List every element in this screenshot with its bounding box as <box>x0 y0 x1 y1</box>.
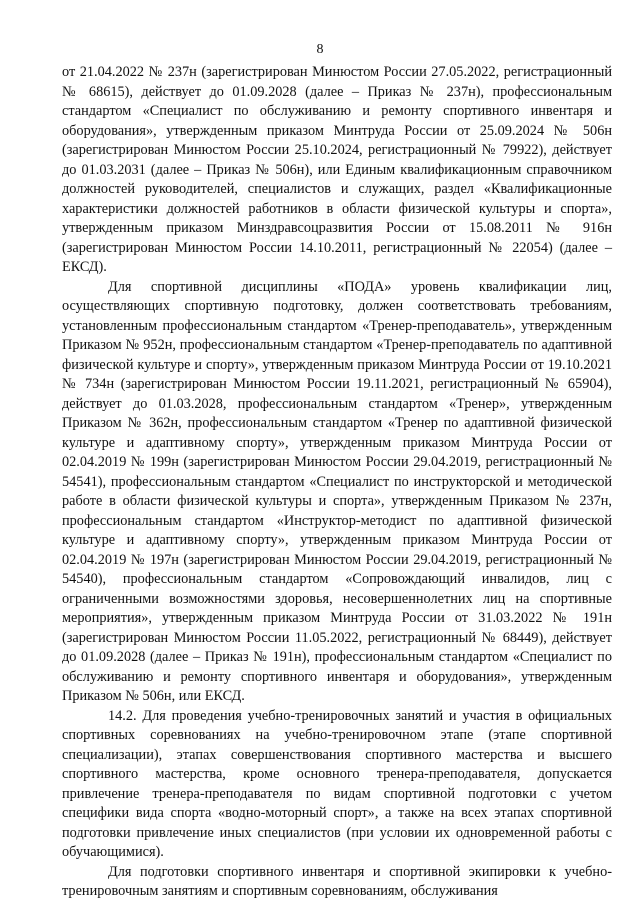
paragraph-equipment-preparation: Для подготовки спортивного инвентаря и спортивной экипировки к учебно-тренировочным занятиям и спортивным соревнованиям, обслуживания <box>62 863 612 899</box>
page-number: 8 <box>316 42 324 57</box>
document-body <box>62 63 612 902</box>
paragraph-continuation: от 21.04.2022 № 237н (зарегистрирован Минюстом России 27.05.2022, регистрационный № 68615), действует до 01.09.2028 (далее – Приказ № 237н), профессиональным стандартом «Специалист по обслуживанию и ремонту спортивного инвентаря и оборудования», утвержденным приказом Минтруда России от 25.09.2024 № 506н (зарегистрирован Минюстом России 25.10.2024, регистрационный № 79922), действует до 01.03.2031 (далее – Приказ № 506н), или Единым квалификационным справочником должностей руководителей, специалистов и служащих, раздел «Квалификационные характеристики должностей работников в области физической культуры и спорта», утвержденным приказом Минздравсоцразвития России от 15.08.2011 № 916н (зарегистрирован Минюстом России 14.10.2011, регистрационный № 22054) (далее – ЕКСД). <box>62 64 612 275</box>
paragraph-14-2: 14.2. Для проведения учебно-тренировочных занятий и участия в официальных спортивных соревнованиях на учебно-тренировочном этапе (этапе спортивной специализации), этапах совершенствования спортивного мастерства и высшего спортивного мастерства, кроме основного тренера-преподавателя, допускается привлечение тренера-преподавателя по видам спортивной подготовки с учетом специфики вида спорта «водно-моторный спорт», а также на всех этапах спортивной подготовки привлечение иных специалистов (при условии их одновременной работы с обучающимися). <box>62 707 612 860</box>
paragraph-poda-qualification: Для спортивной дисциплины «ПОДА» уровень квалификации лиц, осуществляющих спортивную подготовку, должен соответствовать требованиям, установленным профессиональным стандартом «Тренер-преподаватель», утвержденным Приказом № 952н, профессиональным стандартом «Тренер-преподаватель по адаптивной физической культуре и спорту», утвержденным приказом Минтруда России от 19.10.2021 № 734н (зарегистрирован Минюстом России 19.11.2021, регистрационный № 65904), действует до 01.03.2028, профессиональным стандартом «Тренер», утвержденным Приказом № 362н, профессиональным стандартом «Тренер по адаптивной физической культуре и адаптивному спорту», утвержденным приказом Минтруда России от 02.04.2019 № 199н (зарегистрирован Минюстом России 29.04.2019, регистрационный № 54541), профессиональным стандартом «Специалист по инструкторской и методической работе в области физической культуры и спорта», утвержденным Приказом № 237н, профессиональным стандартом «Инструктор-методист по адаптивной физической культуре и адаптивному спорту», утвержденным приказом Минтруда России от 02.04.2019 № 197н (зарегистрирован Минюстом России 29.04.2019, регистрационный № 54540), профессиональным стандартом «Сопровождающий инвалидов, лиц с ограниченными возможностями здоровья, несовершеннолетних лиц на спортивные мероприятия», утвержденным приказом Минтруда России от 31.03.2022 № 191н (зарегистрирован Минюстом России 11.05.2022, регистрационный № 68449), действует до 01.09.2028 (далее – Приказ № 191н), профессиональным стандартом «Специалист по обслуживанию и ремонту спортивного инвентаря и оборудования», утвержденным Приказом № 506н, или ЕКСД. <box>62 278 612 704</box>
